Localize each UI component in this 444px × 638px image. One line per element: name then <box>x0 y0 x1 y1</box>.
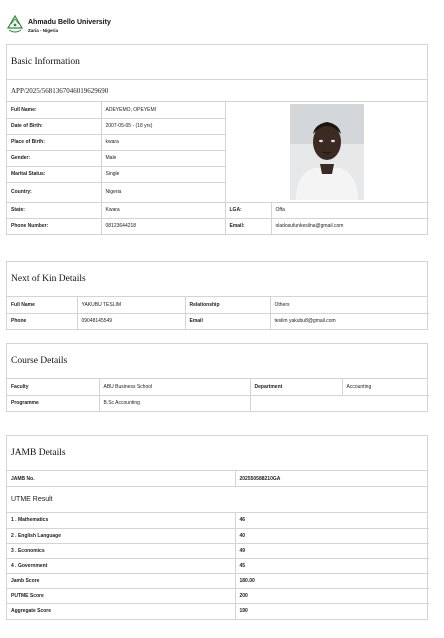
subject-score: 49 <box>235 543 429 558</box>
university-location: Zaria - Nigeria <box>28 28 59 33</box>
subject-score: 40 <box>235 528 429 543</box>
basic-information-title: Basic Information <box>7 45 427 80</box>
basic-information-table <box>7 102 429 234</box>
faculty-label: Faculty <box>7 379 99 395</box>
state-value: Kwara <box>101 202 225 218</box>
kin-full-name-label: Full Name <box>7 297 77 313</box>
jamb-number-table <box>7 471 429 486</box>
full-name-value: ADEYEMO, OPEYEMI <box>101 102 225 118</box>
subject-label: 3 . Economics <box>7 543 235 558</box>
next-of-kin-card <box>6 261 428 330</box>
kin-relationship-value: Others <box>270 297 429 313</box>
jamb-number-value: 202550588210GA <box>235 471 429 486</box>
photo-cell <box>225 102 429 202</box>
jamb-details-title: JAMB Details <box>7 436 427 471</box>
application-number: APP/2025/5681367046019629690 <box>7 80 427 102</box>
empty-cell <box>250 395 429 411</box>
phone-number-value: 08123644218 <box>101 218 225 234</box>
university-logo-icon <box>6 15 24 35</box>
lga-value: Offa <box>271 202 429 218</box>
department-label: Department <box>250 379 342 395</box>
applicant-photo <box>290 104 364 200</box>
country-label: Country: <box>7 182 101 202</box>
subject-label: 2 . English Language <box>7 528 235 543</box>
jamb-number-label: JAMB No. <box>7 471 235 486</box>
course-details-table <box>7 379 429 411</box>
jamb-score-value: 180.00 <box>235 573 429 588</box>
putme-score-label: PUTME Score <box>7 588 235 603</box>
dob-label: Date of Birth: <box>7 118 101 134</box>
brand-header <box>6 15 111 39</box>
subject-score: 46 <box>235 513 429 528</box>
subject-score: 45 <box>235 558 429 573</box>
phone-number-label: Phone Number: <box>7 218 101 234</box>
next-of-kin-title: Next of Kin Details <box>7 262 427 297</box>
gender-label: Gender: <box>7 150 101 166</box>
aggregate-score-value: 190 <box>235 603 429 619</box>
jamb-details-card <box>6 435 428 620</box>
email-label: Email: <box>225 218 271 234</box>
state-label: State: <box>7 202 101 218</box>
putme-score-value: 200 <box>235 588 429 603</box>
programme-label: Programme <box>7 395 99 411</box>
country-value: Nigeria <box>101 182 225 202</box>
utme-result-table <box>7 513 429 619</box>
subject-label: 4 . Government <box>7 558 235 573</box>
faculty-value: ABU Business School <box>99 379 250 395</box>
aggregate-score-label: Aggregate Score <box>7 603 235 619</box>
kin-relationship-label: Relationship <box>185 297 270 313</box>
next-of-kin-table <box>7 297 429 329</box>
lga-label: LGA: <box>225 202 271 218</box>
place-of-birth-label: Place of Birth: <box>7 134 101 150</box>
utme-result-title: UTME Result <box>7 486 427 513</box>
kin-email-value: teslim yakubu8@gmail.com <box>270 313 429 329</box>
department-value: Accounting <box>342 379 429 395</box>
course-details-card <box>6 343 428 412</box>
subject-label: 1 . Mathematics <box>7 513 235 528</box>
kin-email-label: Email <box>185 313 270 329</box>
marital-status-value: Single <box>101 166 225 182</box>
course-details-title: Course Details <box>7 344 427 379</box>
marital-status-label: Marital Status: <box>7 166 101 182</box>
kin-phone-label: Phone <box>7 313 77 329</box>
programme-value: B.Sc Accounting <box>99 395 250 411</box>
email-value: oladosufunkesilna@gmail.com <box>271 218 429 234</box>
dob-value: 2007-05-05 - (18 yrs) <box>101 118 225 134</box>
university-name: Ahmadu Bello University <box>28 19 111 26</box>
full-name-label: Full Name: <box>7 102 101 118</box>
kin-full-name-value: YAKUBU TESLIM <box>77 297 185 313</box>
basic-information-card <box>6 44 428 235</box>
place-of-birth-value: kwara <box>101 134 225 150</box>
kin-phone-value: 09048145549 <box>77 313 185 329</box>
jamb-score-label: Jamb Score <box>7 573 235 588</box>
gender-value: Male <box>101 150 225 166</box>
